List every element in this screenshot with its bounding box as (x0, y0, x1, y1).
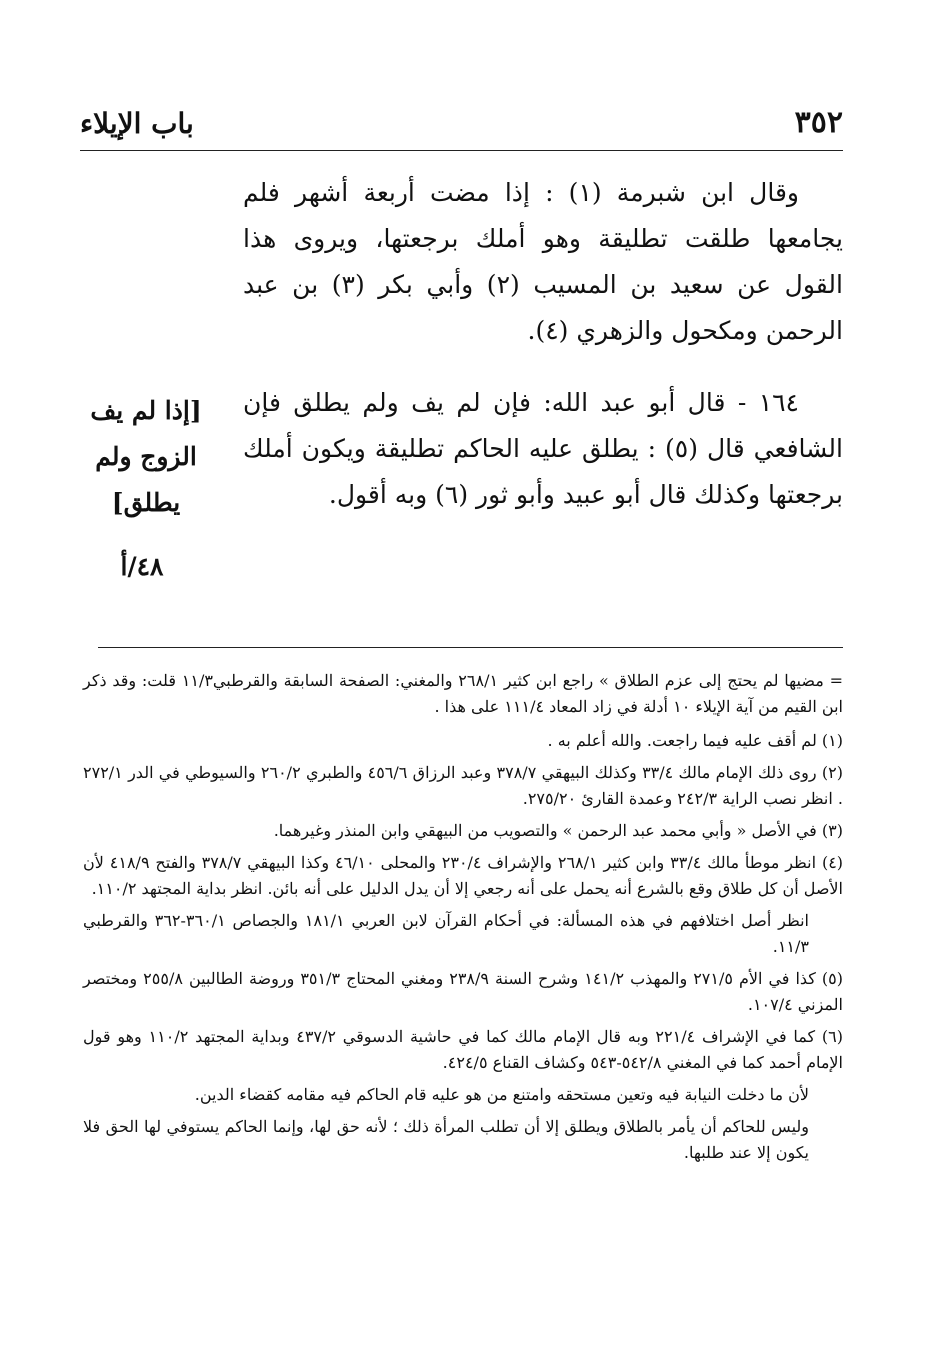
running-head (80, 96, 843, 140)
footnote-4: (٤) انظر موطأ مالك ٣٣/٤ وابن كثير ٢٦٨/١ والإشراف ٢٣٠/٤ والمحلى ٤٦/١٠ وكذا البيهقي ٣٧٨/٧ والفتح ٤١٨/٩ لأن الأصل أن كل طلاق وقع بالشرع أنه يحمل على أنه رجعي إلا أن يدل الدليل على أنه بائن. انظر بداية المجتهد ١١٠/٢. (83, 853, 844, 898)
page-number: ٣٥٢ (794, 105, 843, 140)
footnotes (83, 668, 843, 1172)
chapter-title: باب الإيلاء (80, 107, 194, 140)
header-divider (80, 150, 843, 151)
footnote-6-continued-2: وليس للحاكم أن يأمر بالطلاق ويطلق إلا أن تطلب المرأة ذلك ؛ لأنه حق لها، وإنما الحاكم يستوفي لها الحق فلا يكون إلا عند طلبها. (83, 1117, 809, 1162)
margin-heading: [إذا لم يف الزوج ولم يطلق] (90, 396, 202, 517)
footnote-5: (٥) كذا في الأم ٢٧١/٥ والمهذب ١٤١/٢ وشرح السنة ٢٣٨/٩ ومغني المحتاج ٣٥١/٣ وروضة الطالبين ٢٥٥/٨ ومختصر المزني ١٠٧/٤. (83, 969, 843, 1014)
footnote-6-continued-1: لأن ما دخلت النيابة فيه وتعين مستحقه وامتنع من هو عليه قام الحاكم فيه مقامه كقضاء الدين. (194, 1085, 809, 1104)
footnote-2: (٢) روى ذلك الإمام مالك ٣٣/٤ وكذلك البيهقي ٣٧٨/٧ وعبد الرزاق ٤٥٦/٦ والطبري ٢٦٠/٢ والسيوطي في الدر ٢٧٢/١ . انظر نصب الراية ٢٤٢/٣ وعمدة القارئ ٢٧٥/٢٠. (83, 763, 844, 808)
manuscript-folio-mark: ٤٨/أ (120, 552, 164, 581)
footnote-continuation: = مضيها لم يحتج إلى عزم الطلاق » راجع ابن كثير ٢٦٨/١ والمغني: الصفحة السابقة والقرطبي١١/٣ قلت: وقد ذكر ابن القيم من آية الإيلاء ١٠ أدلة في زاد المعاد ١١١/٤ على هذا . (83, 671, 843, 716)
paragraph-ibn-shubruma: وقال ابن شبرمة (١) : إذا مضت أربعة أشهر فلم يجامعها طلقت تطليقة وهو أملك برجعتها، ويروى هذا القول عن سعيد بن المسيب (٢) وأبي بكر (٣) بن عبد الرحمن ومكحول والزهري (٤). (243, 178, 843, 345)
footnote-divider (98, 647, 843, 648)
footnote-4-continued: انظر أصل اختلافهم في هذه المسألة: في أحكام القرآن لابن العربي ١٨١/١ والجصاص ٣٦٠/١-٣٦٢ والقرطبي ١١/٣. (83, 911, 810, 956)
footnote-1: (١) لم أقف عليه فيما راجعت. والله أعلم به . (547, 731, 843, 750)
main-text (243, 170, 843, 544)
footnote-6: (٦) كما في الإشراف ٢٢١/٤ وبه قال الإمام مالك كما في حاشية الدسوقي ٤٣٧/٢ وبداية المجتهد ١١٠/٢ وهو قول الإمام أحمد كما في المغني ٥٤٢/٨-٥٤٣ وكشاف القناع ٤٢٤/٥. (83, 1027, 843, 1072)
footnote-3: (٣) في الأصل « وأبي محمد عبد الرحمن » والتصويب من البيهقي وابن المنذر وغيرهما. (273, 821, 843, 840)
paragraph-164: ١٦٤ - قال أبو عبد الله: فإن لم يف ولم يطلق فإن الشافعي قال (٥) : يطلق عليه الحاكم تطليقة ويكون أملك برجعتها وكذلك قال أبو عبيد وأبو ثور (٦) وبه أقول. (243, 388, 843, 509)
